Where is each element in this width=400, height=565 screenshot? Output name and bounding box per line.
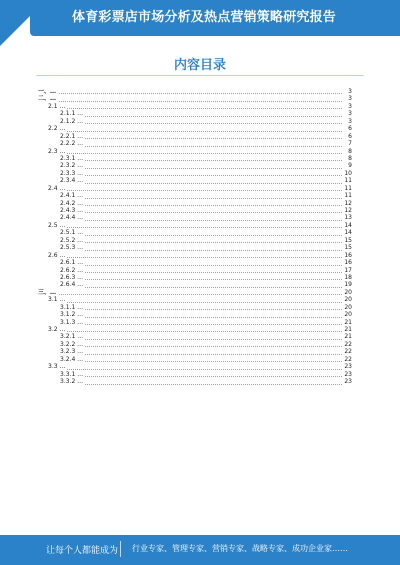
toc-entry-label: 2.3 …: [48, 147, 66, 155]
toc-entry[interactable]: [38, 192, 352, 199]
toc-entry-page: 18: [344, 273, 352, 281]
toc-entry-label: 2.4.4 …: [60, 214, 84, 222]
toc-leader-dots: [60, 272, 344, 273]
toc-leader-dots: [60, 146, 344, 147]
toc-entry[interactable]: [38, 110, 352, 117]
toc-entry[interactable]: [38, 229, 352, 236]
toc-entry[interactable]: [38, 103, 352, 110]
toc-leader-dots: [60, 138, 344, 139]
toc-entry-page: 8: [343, 155, 352, 162]
toc-entry[interactable]: [38, 281, 352, 288]
toc-entry[interactable]: [38, 296, 352, 303]
toc-entry[interactable]: [38, 259, 352, 266]
toc-entry-label: 2.2.1 …: [60, 132, 84, 140]
document-title: 体育彩票店市场分析及热点营销策略研究报告: [72, 10, 337, 25]
toc-entry-page: 6: [343, 125, 352, 132]
toc-entry-page: 21: [344, 318, 352, 326]
toc-entry-label: 2.3.1 …: [60, 154, 84, 162]
toc-entry-page: 22: [344, 340, 352, 348]
toc-leader-dots: [48, 369, 344, 370]
footer-tagline: 行业专家、管理专家、营销专家、战略专家、成功企业家……: [132, 544, 348, 553]
toc-entry[interactable]: [38, 356, 352, 363]
toc-entry-page: 22: [344, 355, 352, 363]
toc-entry-label: 2.6 …: [48, 251, 66, 259]
toc-leader-dots: [48, 108, 344, 109]
toc-leader-dots: [60, 242, 344, 243]
toc-leader-dots: [60, 324, 344, 325]
toc-entry-label: 3.1.3 …: [60, 318, 84, 326]
toc-entry-label: 一、…: [38, 88, 57, 95]
toc-entry-page: 20: [344, 288, 352, 296]
toc-entry-label: 3.3.1 …: [60, 370, 84, 378]
toc-leader-dots: [60, 175, 344, 176]
toc-entry[interactable]: [38, 348, 352, 355]
toc-entry[interactable]: [38, 148, 352, 155]
toc-entry[interactable]: [38, 378, 352, 385]
toc-entry-label: 2.1.2 …: [60, 117, 84, 125]
toc-leader-dots: [38, 294, 344, 295]
toc-leader-dots: [60, 235, 344, 236]
toc-entry[interactable]: [38, 333, 352, 340]
table-of-contents: [38, 88, 352, 386]
toc-entry-page: 3: [343, 103, 352, 110]
toc-leader-dots: [60, 220, 344, 221]
toc-entry[interactable]: [38, 304, 352, 311]
toc-leader-dots: [38, 101, 344, 102]
toc-entry[interactable]: [38, 244, 352, 251]
toc-entry[interactable]: [38, 207, 352, 214]
header-band: [0, 0, 400, 46]
toc-entry-label: 2.5.3 …: [60, 244, 84, 252]
toc-entry[interactable]: [38, 289, 352, 296]
footer-slogan: 让每个人都能成为: [46, 546, 119, 556]
toc-entry[interactable]: [38, 371, 352, 378]
toc-entry[interactable]: [38, 155, 352, 162]
toc-leader-dots: [60, 168, 344, 169]
toc-entry[interactable]: [38, 274, 352, 281]
toc-leader-dots: [60, 279, 344, 280]
header-accent: [0, 0, 46, 46]
toc-entry-page: 23: [344, 378, 352, 386]
toc-entry[interactable]: [38, 237, 352, 244]
toc-leader-dots: [60, 183, 344, 184]
toc-leader-dots: [60, 123, 344, 124]
toc-entry-label: 2.6.3 …: [60, 273, 84, 281]
toc-entry-label: 3.3 …: [48, 363, 66, 371]
toc-entry-label: 2.4.2 …: [60, 199, 84, 207]
toc-leader-dots: [60, 361, 344, 362]
toc-leader-dots: [60, 212, 344, 213]
toc-entry-page: 14: [344, 221, 352, 229]
footer-divider: [120, 541, 121, 557]
toc-entry-page: 23: [344, 370, 352, 378]
toc-entry-page: 10: [344, 169, 352, 177]
toc-entry[interactable]: [38, 200, 352, 207]
toc-entry-label: 2.4.3 …: [60, 207, 84, 214]
toc-entry-page: 20: [344, 311, 352, 319]
toc-entry[interactable]: [38, 162, 352, 169]
toc-leader-dots: [60, 287, 344, 288]
toc-entry[interactable]: [38, 363, 352, 370]
toc-entry-label: 3.1.2 …: [60, 311, 84, 319]
toc-entry-page: 15: [344, 244, 352, 252]
toc-leader-dots: [60, 339, 344, 340]
toc-entry[interactable]: [38, 133, 352, 140]
toc-entry-page: 15: [344, 236, 352, 244]
toc-entry-label: 3.2.2 …: [60, 340, 84, 348]
toc-leader-dots: [60, 317, 344, 318]
toc-entry-page: 11: [344, 192, 352, 200]
toc-leader-dots: [60, 116, 344, 117]
toc-entry[interactable]: [38, 319, 352, 326]
toc-entry-label: 2.5.1 …: [60, 229, 84, 237]
toc-entry-page: 3: [343, 95, 352, 102]
toc-title-divider: [36, 75, 364, 76]
toc-entry-label: 3.2.4 …: [60, 355, 84, 363]
toc-entry[interactable]: [38, 222, 352, 229]
toc-entry[interactable]: [38, 140, 352, 147]
toc-leader-dots: [48, 227, 344, 228]
toc-entry-page: 21: [344, 333, 352, 341]
toc-leader-dots: [48, 190, 344, 191]
toc-entry-label: 2.4.1 …: [60, 192, 84, 200]
toc-leader-dots: [60, 265, 344, 266]
toc-entry-label: 2.2.2 …: [60, 140, 84, 148]
toc-entry-label: 二、…: [38, 95, 57, 103]
toc-entry-page: 3: [343, 118, 352, 125]
toc-leader-dots: [60, 384, 344, 385]
toc-entry-label: 三、…: [38, 288, 57, 296]
toc-leader-dots: [60, 160, 344, 161]
toc-entry-page: 8: [343, 148, 352, 155]
toc-leader-dots: [60, 198, 344, 199]
toc-leader-dots: [60, 376, 344, 377]
toc-entry-label: 2.3.4 …: [60, 177, 84, 185]
toc-entry[interactable]: [38, 170, 352, 177]
toc-entry-page: 12: [344, 207, 352, 214]
toc-entry-label: 3.1 …: [48, 296, 66, 304]
toc-entry-page: 12: [344, 199, 352, 207]
toc-entry-label: 2.3.3 …: [60, 169, 84, 177]
toc-entry-label: 3.1.1 …: [60, 303, 84, 311]
toc-entry-page: 16: [344, 251, 352, 259]
toc-entry[interactable]: [38, 125, 352, 132]
toc-entry-page: 22: [344, 348, 352, 356]
toc-entry-label: 2.5.2 …: [60, 236, 84, 244]
toc-entry[interactable]: [38, 214, 352, 221]
toc-entry[interactable]: [38, 185, 352, 192]
toc-leader-dots: [38, 93, 344, 94]
toc-entry[interactable]: [38, 118, 352, 125]
toc-entry-page: 9: [343, 162, 352, 169]
toc-leader-dots: [60, 205, 344, 206]
toc-entry-page: 17: [344, 266, 352, 274]
toc-entry-label: 2.5 …: [48, 221, 66, 229]
toc-entry-label: 3.3.2 …: [60, 378, 84, 386]
toc-leader-dots: [48, 302, 344, 303]
toc-title: 内容目录: [173, 58, 226, 73]
toc-entry[interactable]: [38, 267, 352, 274]
toc-entry[interactable]: [38, 326, 352, 333]
toc-leader-dots: [48, 257, 344, 258]
toc-entry-label: 3.2.1 …: [60, 333, 84, 341]
toc-entry-label: 2.3.2 …: [60, 162, 84, 170]
toc-entry-label: 3.2 …: [48, 326, 66, 333]
toc-entry-page: 19: [344, 281, 352, 289]
toc-entry[interactable]: [38, 177, 352, 184]
toc-entry-label: 2.1.1 …: [60, 110, 84, 118]
toc-entry-page: 14: [344, 229, 352, 237]
toc-entry-page: 11: [344, 177, 352, 185]
toc-entry-page: 6: [343, 133, 352, 140]
toc-leader-dots: [60, 346, 344, 347]
toc-entry-page: 16: [344, 259, 352, 267]
toc-entry-label: 2.2 …: [48, 125, 66, 133]
toc-entry[interactable]: [38, 252, 352, 259]
toc-leader-dots: [60, 250, 344, 251]
toc-entry-label: 2.6.1 …: [60, 259, 84, 267]
toc-entry-label: 2.1 …: [48, 102, 66, 110]
toc-entry-page: 13: [344, 214, 352, 222]
toc-entry[interactable]: [38, 95, 352, 102]
toc-leader-dots: [48, 131, 344, 132]
toc-entry-page: 11: [344, 184, 352, 192]
toc-entry-page: 20: [344, 303, 352, 311]
toc-leader-dots: [60, 309, 344, 310]
toc-entry-page: 23: [344, 363, 352, 371]
toc-entry[interactable]: [38, 88, 352, 95]
toc-entry-label: 2.4 …: [48, 184, 66, 192]
toc-leader-dots: [60, 354, 344, 355]
toc-entry-page: 7: [343, 140, 352, 147]
toc-entry-page: 20: [344, 296, 352, 304]
toc-entry-page: 21: [344, 326, 352, 333]
toc-entry-label: 3.2.3 …: [60, 348, 84, 356]
toc-leader-dots: [48, 331, 344, 332]
toc-leader-dots: [48, 153, 344, 154]
toc-entry-page: 3: [343, 110, 352, 117]
toc-entry-label: 2.6.2 …: [60, 266, 84, 274]
toc-entry-label: 2.6.4 …: [60, 281, 84, 289]
toc-entry[interactable]: [38, 341, 352, 348]
footer-banner: [0, 535, 400, 565]
toc-entry-page: 3: [343, 88, 352, 95]
toc-entry[interactable]: [38, 311, 352, 318]
